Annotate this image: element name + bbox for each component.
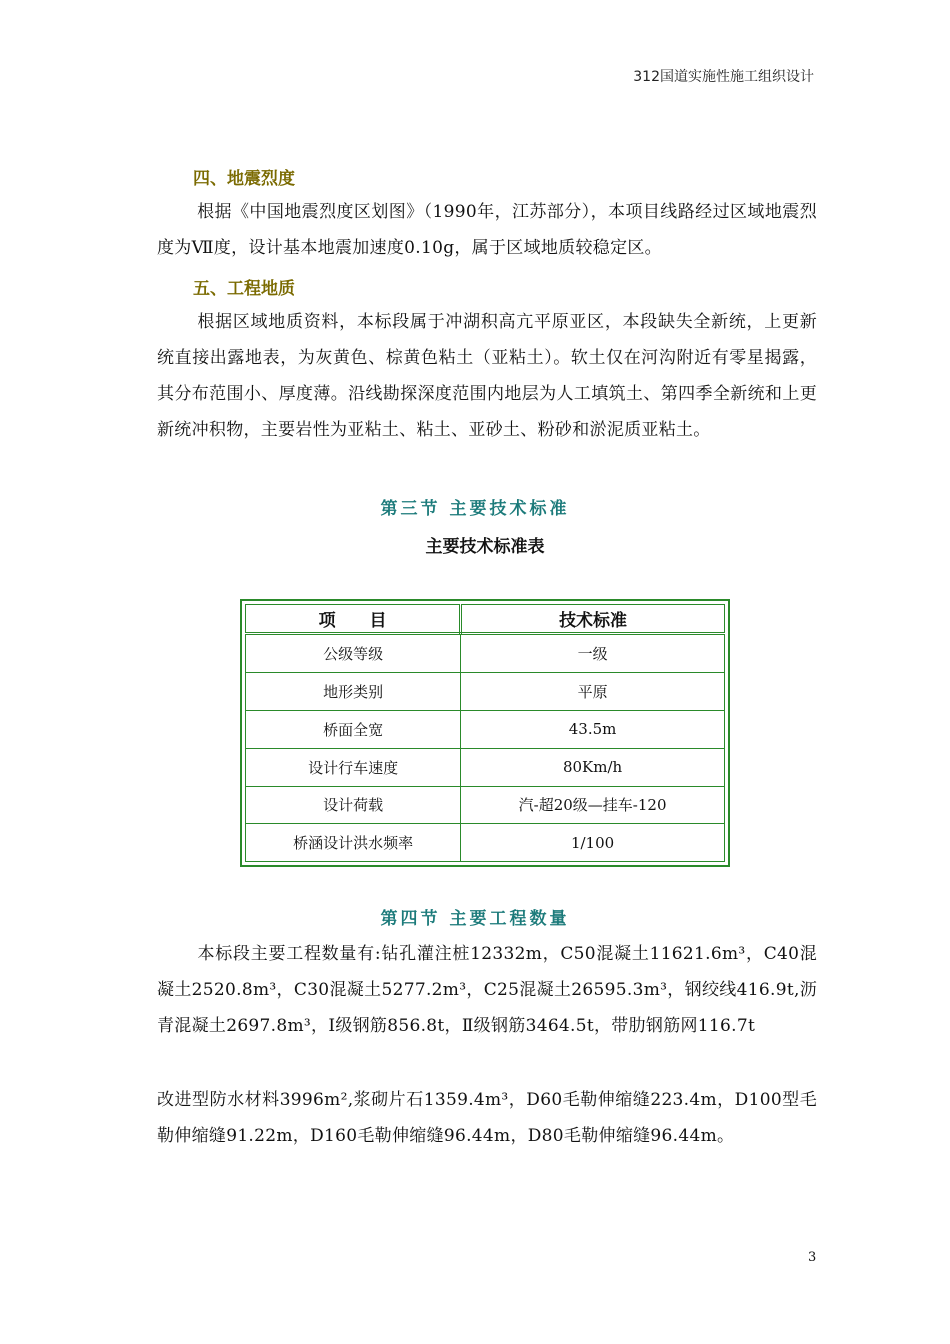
table-cell: 设计荷载 — [246, 786, 461, 824]
table-row — [246, 711, 725, 749]
table-cell: 80Km/h — [461, 748, 725, 786]
table-header-row — [246, 605, 725, 634]
section-title-quantities: 第四节 主要工程数量 — [380, 909, 570, 929]
section-heading-seismic: 四、地震烈度 — [193, 169, 295, 189]
table-header-standard: 技术标准 — [461, 605, 725, 634]
paragraph-quantities — [157, 936, 817, 1044]
paragraph-quantities-continued: 改进型防水材料3996m²,浆砌片石1359.4m³，D60毛勒伸缩缝223.4m，D100型毛勒伸缩缝91.22m，D160毛勒伸缩缝96.44m，D80毛勒伸缩缝96.44m。 — [157, 1090, 817, 1146]
table-cell: 汽-超20级—挂车-120 — [461, 786, 725, 824]
table-row — [246, 673, 725, 711]
table-cell: 一级 — [461, 634, 725, 673]
paragraph-geology — [157, 304, 817, 448]
standards-table — [240, 599, 730, 867]
section-heading-geology: 五、工程地质 — [193, 279, 295, 299]
table-row — [246, 824, 725, 862]
paragraph-quantities-text: 本标段主要工程数量有:钻孔灌注桩12332m，C50混凝土11621.6m³，C40混凝土2520.8m³，C30混凝土5277.2m³，C25混凝土26595.3m³，钢绞线416.9t,沥青混凝土2697.8m³，Ⅰ级钢筋856.8t，Ⅱ级钢筋3464.5t，带肋钢筋网116.7t — [157, 944, 817, 1036]
paragraph-seismic — [157, 194, 817, 266]
table-row — [246, 748, 725, 786]
table-cell: 公级等级 — [246, 634, 461, 673]
paragraph-geology-text: 根据区域地质资料，本标段属于冲湖积高亢平原亚区，本段缺失全新统，上更新统直接出露地表，为灰黄色、棕黄色粘土（亚粘土）。软土仅在河沟附近有零星揭露，其分布范围小、厚度薄。沿线勘探深度范围内地层为人工填筑土、第四季全新统和上更新统冲积物，主要岩性为亚粘土、粘土、亚砂土、粉砂和淤泥质亚粘土。 — [157, 312, 817, 440]
table-title: 主要技术标准表 — [425, 537, 545, 557]
table-row — [246, 634, 725, 673]
table-cell: 设计行车速度 — [246, 748, 461, 786]
table-cell: 桥面全宽 — [246, 711, 461, 749]
table-header-item: 项 目 — [246, 605, 461, 634]
table-cell: 桥涵设计洪水频率 — [246, 824, 461, 862]
table-row — [246, 786, 725, 824]
table-cell: 1/100 — [461, 824, 725, 862]
paragraph-seismic-text: 根据《中国地震烈度区划图》（1990年，江苏部分），本项目线路经过区域地震烈度为Ⅶ度，设计基本地震加速度0.10g，属于区域地质较稳定区。 — [157, 202, 817, 258]
table-cell: 平原 — [461, 673, 725, 711]
table-cell: 43.5m — [461, 711, 725, 749]
page-number: 3 — [808, 1250, 817, 1265]
document-header: 312国道实施性施工组织设计 — [633, 69, 814, 85]
section-title-standards: 第三节 主要技术标准 — [380, 499, 570, 519]
table-cell: 地形类别 — [246, 673, 461, 711]
